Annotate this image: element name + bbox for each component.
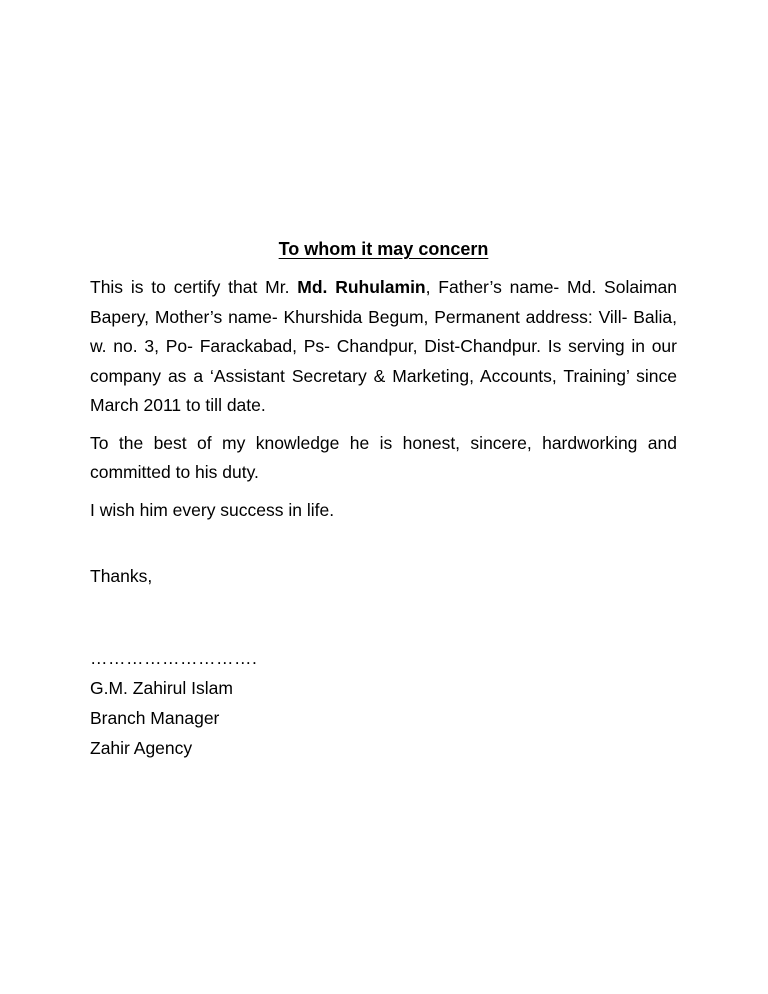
signatory-company: Zahir Agency [90, 738, 193, 758]
certification-paragraph [90, 273, 677, 421]
signatory-name: G.M. Zahirul Islam [90, 678, 233, 698]
character-paragraph: To the best of my knowledge he is honest, sincere, hardworking and committed to his duty. [90, 432, 677, 482]
employee-name: Md. Ruhulamin [297, 277, 426, 297]
certification-intro: This is to certify that Mr. [90, 277, 290, 297]
certification-details: , Father’s name- Md. Solaiman Bapery, Mother’s name- Khurshida Begum, Permanent address: Vill- Balia, w. no. 3, Po- Farackabad, Ps- Chandpur, Dist-Chandpur. Is serving in our company as a ‘Assistant Secretary & Marketing, Accounts, Training’ since March 2011 to till date. [90, 277, 677, 415]
wishes-paragraph: I wish him every success in life. [90, 499, 335, 520]
closing-text: Thanks, [90, 566, 153, 586]
letter-title: To whom it may concern [278, 239, 489, 259]
signature-line: ………………………. [90, 647, 258, 668]
letter-body [90, 234, 677, 763]
signatory-title: Branch Manager [90, 708, 220, 728]
